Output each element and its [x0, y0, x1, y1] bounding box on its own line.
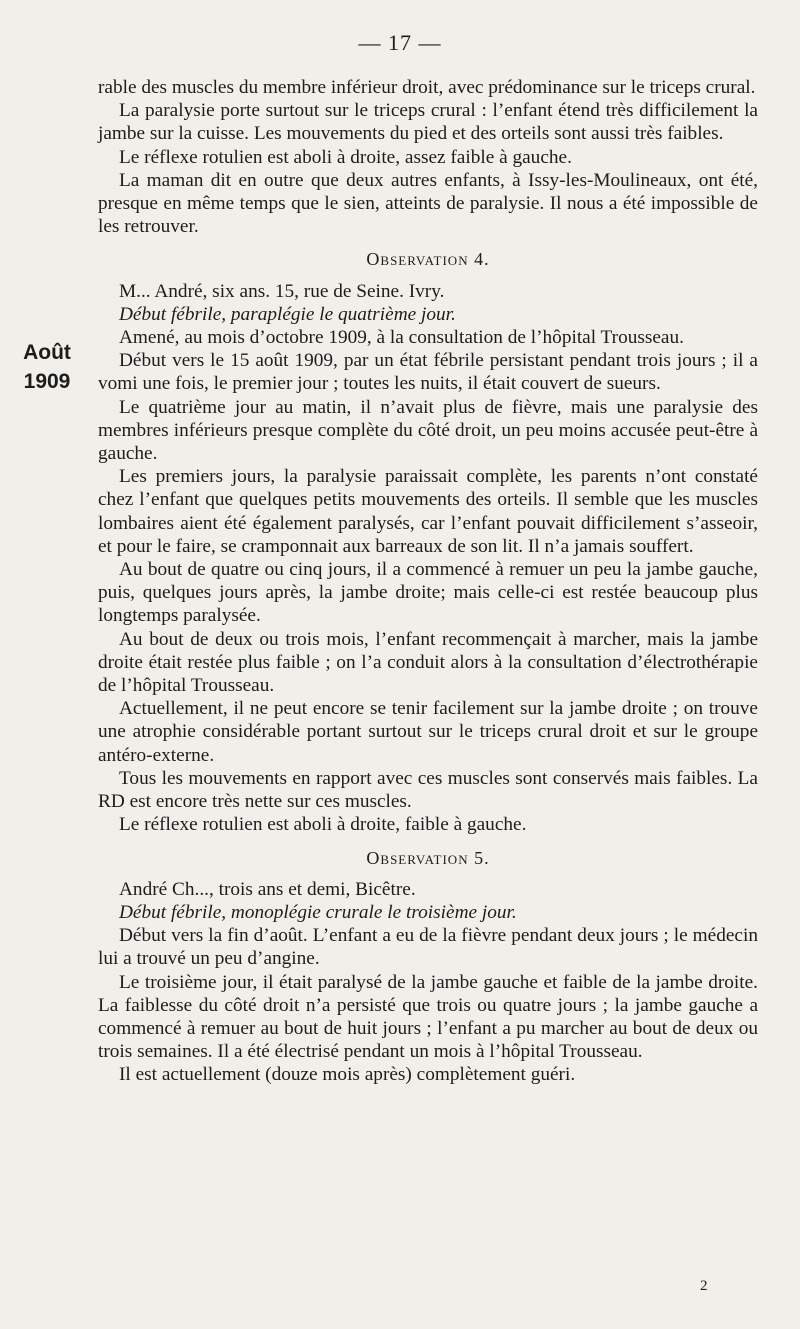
observation-4-subtitle: Début fébrile, paraplégie le quatrième jour. [119, 303, 456, 325]
paragraph: rable des muscles du membre inférieur droit, avec prédominance sur le triceps crural. [98, 77, 756, 98]
paragraph: Le quatrième jour au matin, il n’avait plus de fièvre, mais une paralysie des membres inférieurs presque complète du côté droit, un peu moins accusée peut-être à gauche. [98, 396, 758, 465]
margin-date-note [2, 338, 92, 396]
paragraph: Amené, au mois d’octobre 1909, à la consultation de l’hôpital Trousseau. [119, 327, 684, 349]
paragraph: Début vers la fin d’août. L’enfant a eu de la fièvre pendant deux jours ; le médecin lui a trouvé un peu d’angine. [98, 925, 758, 970]
paragraph: Début vers le 15 août 1909, par un état fébrile persistant pendant trois jours ; il a vomi une fois, le premier jour ; toutes les nuits, il était couvert de sueurs. [98, 350, 758, 395]
signature-mark: 2 [700, 1278, 708, 1294]
paragraph: Au bout de quatre ou cinq jours, il a commencé à remuer un peu la jambe gauche, puis, quelques jours après, la jambe droite; mais celle-ci est restée beaucoup plus longtemps paralysée. [98, 559, 758, 627]
observation-4-patient: M... André, six ans. 15, rue de Seine. Ivry. [119, 280, 445, 302]
paragraph: Il est actuellement (douze mois après) complètement guéri. [119, 1064, 576, 1086]
paragraph: La paralysie porte surtout sur le triceps crural : l’enfant étend très difficilement la jambe sur la cuisse. Les mouvements du pied et des orteils sont aussi très faibles. [98, 100, 758, 145]
paragraph: Le troisième jour, il était paralysé de la jambe gauche et faible de la jambe droite. La faiblesse du côté droit n’a persisté que trois ou quatre jours ; la jambe gauche a commencé à remuer au bout de huit jours ; l’enfant a pu marcher au bout de deux ou trois semaines. Il a été électrisé pendant un mois à l’hôpital Trousseau. [98, 971, 758, 1063]
margin-year: 1909 [23, 370, 71, 393]
observation-5-patient: André Ch..., trois ans et demi, Bicêtre. [119, 878, 416, 900]
paragraph: Le réflexe rotulien est aboli à droite, faible à gauche. [119, 814, 527, 836]
page-number: — 17 — [358, 30, 442, 55]
paragraph: Le réflexe rotulien est aboli à droite, assez faible à gauche. [119, 146, 572, 168]
paragraph: Actuellement, il ne peut encore se tenir facilement sur la jambe droite ; on trouve une atrophie considérable portant surtout sur le triceps crural droit et sur le groupe antéro-externe. [98, 698, 758, 766]
paragraph: Au bout de deux ou trois mois, l’enfant recommençait à marcher, mais la jambe droite était restée plus faible ; on l’a conduit alors à la consultation d’électrothérapie de l’hôpital Trousseau. [98, 628, 758, 697]
observation-4-heading: Observation 4. [366, 249, 490, 270]
paragraph: La maman dit en outre que deux autres enfants, à Issy-les-Moulineaux, ont été, presque en même temps que le sien, atteints de paralysie. Il nous a été impossible de les retrouver. [98, 169, 758, 238]
margin-month: Août [23, 341, 71, 364]
paragraph: Tous les mouvements en rapport avec ces muscles sont conservés mais faibles. La RD est encore très nette sur ces muscles. [98, 767, 758, 813]
observation-5-subtitle: Début fébrile, monoplégie crurale le troisième jour. [119, 901, 517, 923]
body-text [98, 76, 758, 1087]
paragraph: Les premiers jours, la paralysie paraissait complète, les parents n’ont constaté chez l’enfant que quelques petits mouvements des orteils. Il semble que les muscles lombaires aient été également paralysés, car l’enfant pouvait difficilement s’asseoir, et pour le faire, se cramponnait aux barreaux de son lit. Il n’a jamais souffert. [98, 466, 758, 557]
observation-5-heading: Observation 5. [366, 847, 490, 868]
